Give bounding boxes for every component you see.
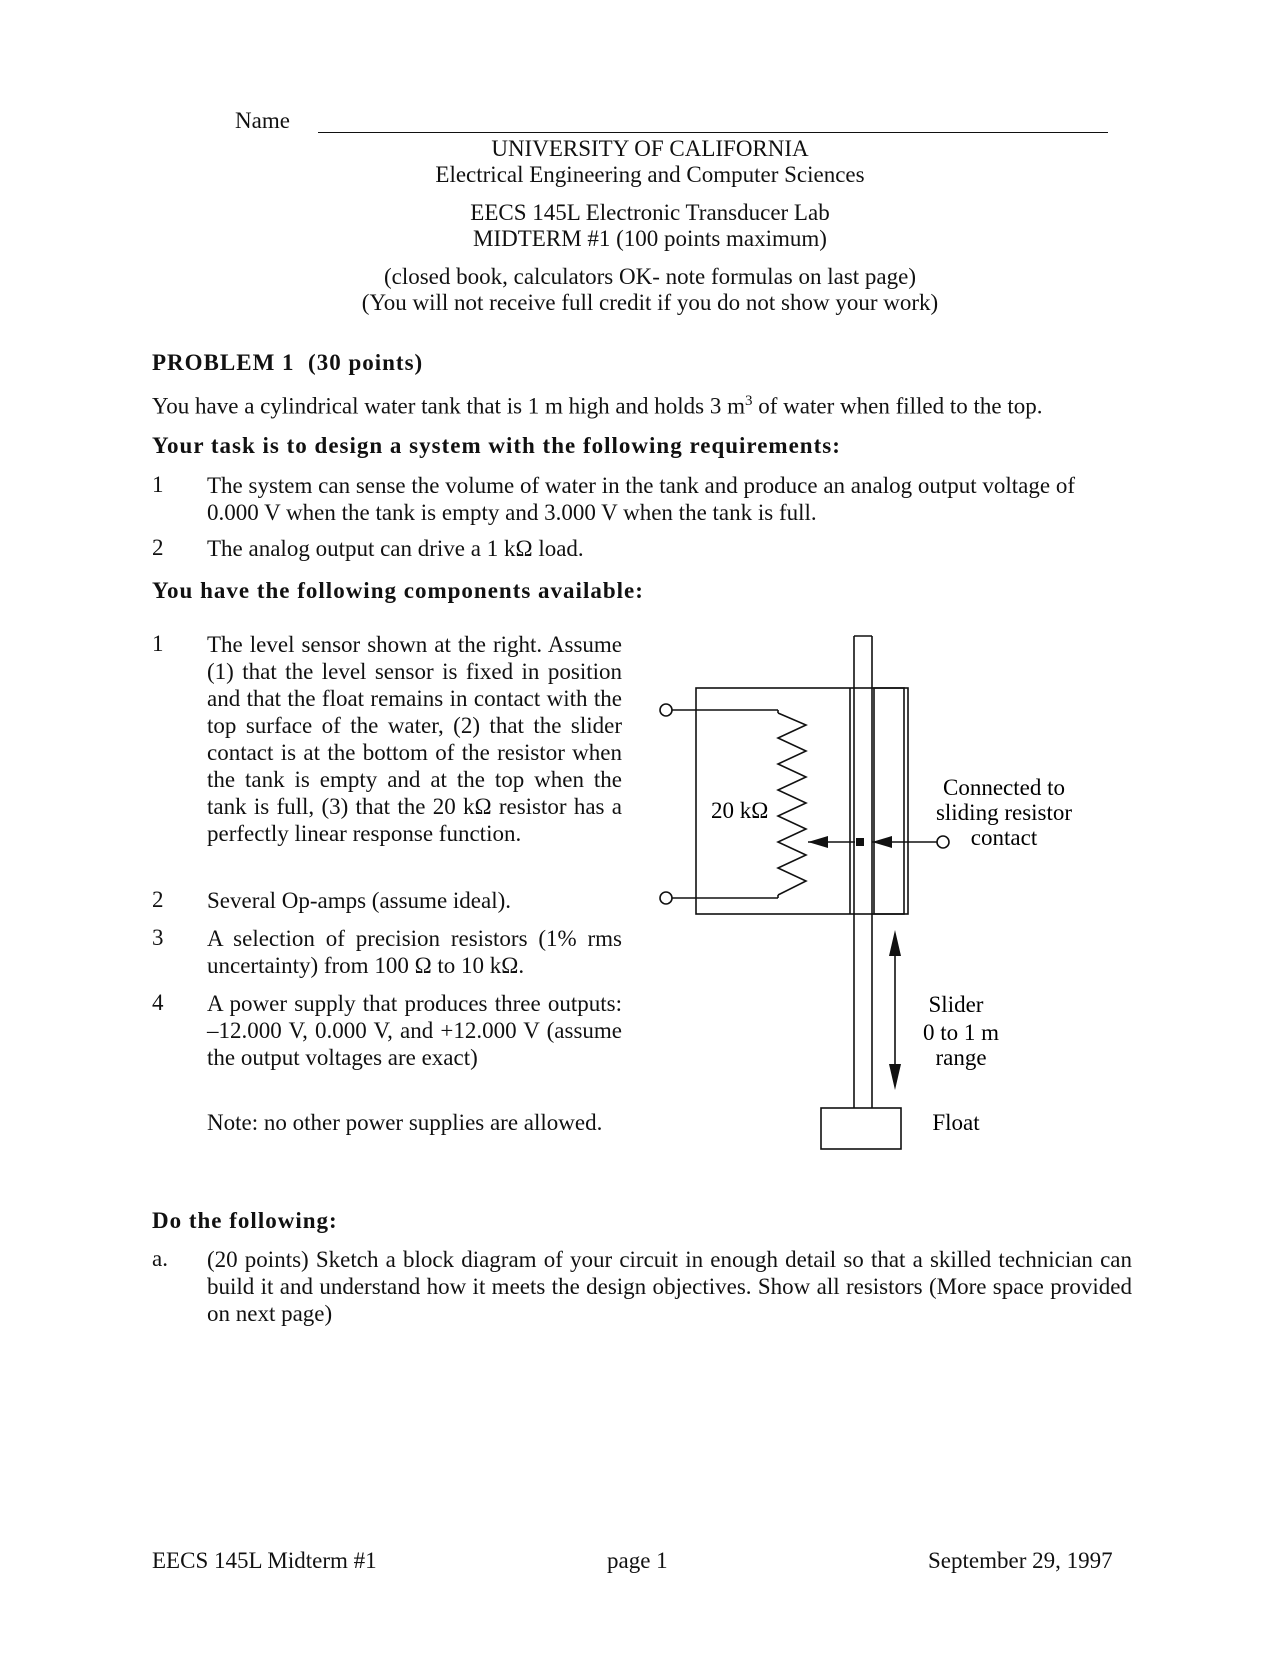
component-text: Several Op-amps (assume ideal).: [207, 888, 512, 913]
range-arrow-down: [889, 1064, 901, 1090]
department: Electrical Engineering and Computer Sciences: [435, 162, 865, 187]
footer-date: September 29, 1997: [928, 1548, 1113, 1573]
component-number: 1: [152, 631, 164, 656]
component-number: 4: [152, 990, 164, 1015]
components-heading: You have the following components available:: [152, 578, 644, 603]
task-label: a.: [152, 1246, 168, 1271]
intro-text-end: of water when filled to the top.: [752, 393, 1043, 419]
component-text: The level sensor shown at the right. Assume (1) that the level sensor is fixed in position and that the float remains in contact with the top surface of the water, (2) that the slider contact is at the bottom of the resistor when the tank is empty and at the top when the tank is full, (3) that the 20 kΩ resistor has a perfectly linear response function.: [207, 632, 622, 846]
contact-terminal: [937, 836, 949, 848]
contact-arrow: [872, 836, 892, 848]
requirement-text: The system can sense the volume of water in the tank and produce an analog output voltage of 0.000 V when the tank is empty and 3.000 V when the tank is full.: [207, 473, 1075, 525]
slider-guide: [874, 688, 904, 914]
component-note: Note: no other power supplies are allowed.: [207, 1110, 603, 1135]
wiper-arrow: [808, 836, 828, 848]
component-number: 3: [152, 925, 164, 950]
contact-label-line-3: contact: [970, 825, 1038, 850]
component-number: 2: [152, 887, 164, 912]
intro-superscript: 3: [745, 393, 753, 409]
component-text: A power supply that produces three outputs: –12.000 V, 0.000 V, and +12.000 V (assume the output voltages are exact): [207, 991, 622, 1070]
resistor-value-label: 20 kΩ: [711, 798, 769, 823]
exam-note-2: (You will not receive full credit if you do not show your work): [361, 290, 939, 315]
exam-note-1: (closed book, calculators OK- note formulas on last page): [383, 264, 917, 289]
requirement-number: 1: [152, 472, 164, 497]
requirement-text: The analog output can drive a 1 kΩ load.: [207, 536, 584, 561]
requirement-number: 2: [152, 535, 164, 560]
requirements-heading: Your task is to design a system with the following requirements:: [152, 433, 841, 458]
task-text: (20 points) Sketch a block diagram of your circuit in enough detail so that a skilled technician can build it and understand how it meets the design objectives. Show all resistors (More space provided on next page): [207, 1247, 1132, 1326]
resistor-zigzag: [778, 713, 806, 895]
intro-text: You have a cylindrical water tank that is 1 m high and holds 3 m: [152, 393, 746, 419]
component-text: A selection of precision resistors (1% rms uncertainty) from 100 Ω to 10 kΩ.: [207, 926, 622, 978]
range-arrow-up: [889, 930, 901, 956]
contact-label-line-1: Connected to: [943, 775, 1065, 800]
float-label: Float: [932, 1110, 980, 1135]
bottom-terminal: [660, 892, 672, 904]
slider-label-line-2: 0 to 1 m: [922, 1020, 1000, 1045]
float-block: [821, 1108, 901, 1149]
tasks-heading: Do the following:: [152, 1208, 338, 1233]
course-title: EECS 145L Electronic Transducer Lab: [470, 200, 830, 225]
slider-label-line-3: range: [935, 1045, 987, 1070]
slider-label-line-1: Slider: [928, 992, 984, 1017]
exam-title: MIDTERM #1 (100 points maximum): [473, 226, 827, 251]
page-number: page 1: [607, 1548, 668, 1573]
name-label: Name: [235, 108, 290, 133]
institution: UNIVERSITY OF CALIFORNIA: [491, 136, 809, 161]
problem-title: PROBLEM 1 (30 points): [152, 350, 424, 375]
footer-left: EECS 145L Midterm #1: [152, 1548, 377, 1573]
top-terminal: [660, 704, 672, 716]
contact-label-line-2: sliding resistor: [935, 800, 1073, 825]
